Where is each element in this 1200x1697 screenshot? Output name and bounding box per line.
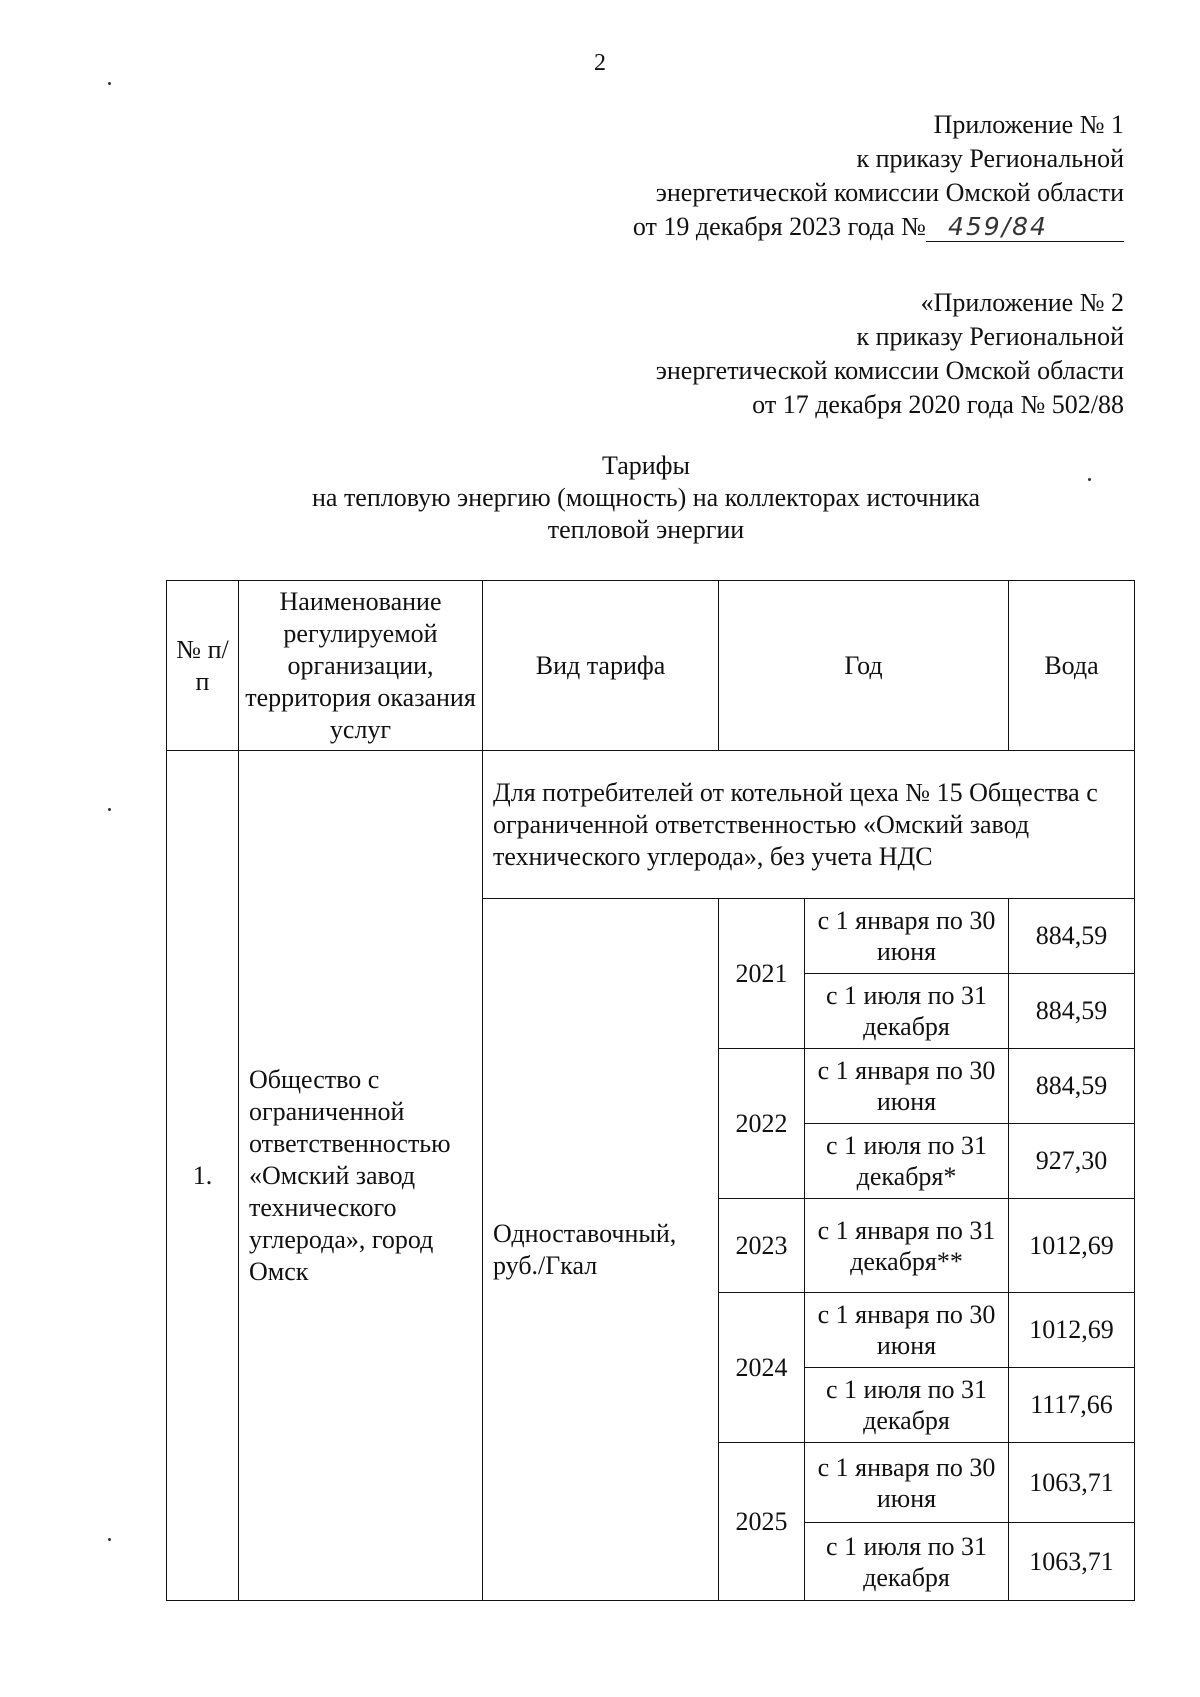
- tariff-value: 884,59: [1009, 1049, 1135, 1124]
- header-tariff-type: Вид тарифа: [483, 581, 719, 751]
- appendix-1-line: Приложение № 1: [933, 110, 1124, 139]
- scan-speck: [108, 82, 111, 85]
- tariff-value: 1063,71: [1009, 1443, 1135, 1523]
- period-cell: с 1 июля по 31 декабря*: [805, 1124, 1009, 1199]
- document-title: [246, 450, 1046, 546]
- scan-speck: [108, 808, 111, 811]
- period-cell: с 1 января по 30 июня: [805, 1443, 1009, 1523]
- appendix-2-line: энергетической комиссии Омской области: [655, 356, 1124, 385]
- year-cell: 2022: [719, 1049, 805, 1199]
- year-cell: 2021: [719, 899, 805, 1049]
- organization-name: Общество с ограниченной ответственностью «Омский завод технического углерода», город Омск: [239, 751, 483, 1601]
- period-cell: с 1 июля по 31 декабря: [805, 1368, 1009, 1443]
- header-water: Вода: [1009, 581, 1135, 751]
- period-cell: с 1 июля по 31 декабря: [805, 1523, 1009, 1601]
- appendix-1-header: [633, 108, 1124, 244]
- period-cell: с 1 января по 30 июня: [805, 1049, 1009, 1124]
- scan-speck: [108, 1538, 111, 1541]
- header-year: Год: [719, 581, 1009, 751]
- appendix-2-line: от 17 декабря 2020 года № 502/88: [752, 390, 1124, 419]
- tariff-table: [166, 580, 1135, 1601]
- tariff-value: 1117,66: [1009, 1368, 1135, 1443]
- tariff-value: 884,59: [1009, 974, 1135, 1049]
- handwritten-order-number: 459/84: [926, 213, 1124, 242]
- appendix-1-line: энергетической комиссии Омской области: [655, 178, 1124, 207]
- header-organization: Наименование регулируемой организации, территория оказания услуг: [239, 581, 483, 751]
- appendix-1-date-line: [633, 210, 1124, 244]
- title-line-1: Тарифы: [601, 451, 690, 480]
- tariff-value: 884,59: [1009, 899, 1135, 974]
- page-number: 2: [594, 50, 606, 76]
- period-cell: с 1 января по 30 июня: [805, 899, 1009, 974]
- table-header-row: [167, 581, 1135, 751]
- appendix-2-line: «Приложение № 2: [920, 288, 1124, 317]
- period-cell: с 1 января по 30 июня: [805, 1293, 1009, 1368]
- row-number: 1.: [167, 751, 239, 1601]
- tariff-value: 927,30: [1009, 1124, 1135, 1199]
- tariff-type: Одноставочный, руб./Гкал: [483, 899, 719, 1601]
- appendix-1-line: к приказу Региональной: [856, 144, 1124, 173]
- appendix-1-date-prefix: от 19 декабря 2023 года №: [632, 212, 926, 241]
- appendix-2-header: [656, 286, 1124, 422]
- title-line-3: тепловой энергии: [547, 515, 745, 544]
- header-number: № п/п: [167, 581, 239, 751]
- table-row: [167, 751, 1135, 899]
- tariff-value: 1012,69: [1009, 1293, 1135, 1368]
- year-cell: 2024: [719, 1293, 805, 1443]
- period-cell: с 1 июля по 31 декабря: [805, 974, 1009, 1049]
- year-cell: 2023: [719, 1199, 805, 1293]
- tariff-value: 1012,69: [1009, 1199, 1135, 1293]
- consumer-note: Для потребителей от котельной цеха № 15 Общества с ограниченной ответственностью «Омский завод технического углерода», без учета НДС: [483, 751, 1135, 899]
- appendix-2-line: к приказу Региональной: [856, 322, 1124, 351]
- period-cell: с 1 января по 31 декабря**: [805, 1199, 1009, 1293]
- tariff-value: 1063,71: [1009, 1523, 1135, 1601]
- title-line-2: на тепловую энергию (мощность) на коллекторах источника: [311, 483, 981, 512]
- year-cell: 2025: [719, 1443, 805, 1601]
- scan-speck: [1088, 478, 1091, 481]
